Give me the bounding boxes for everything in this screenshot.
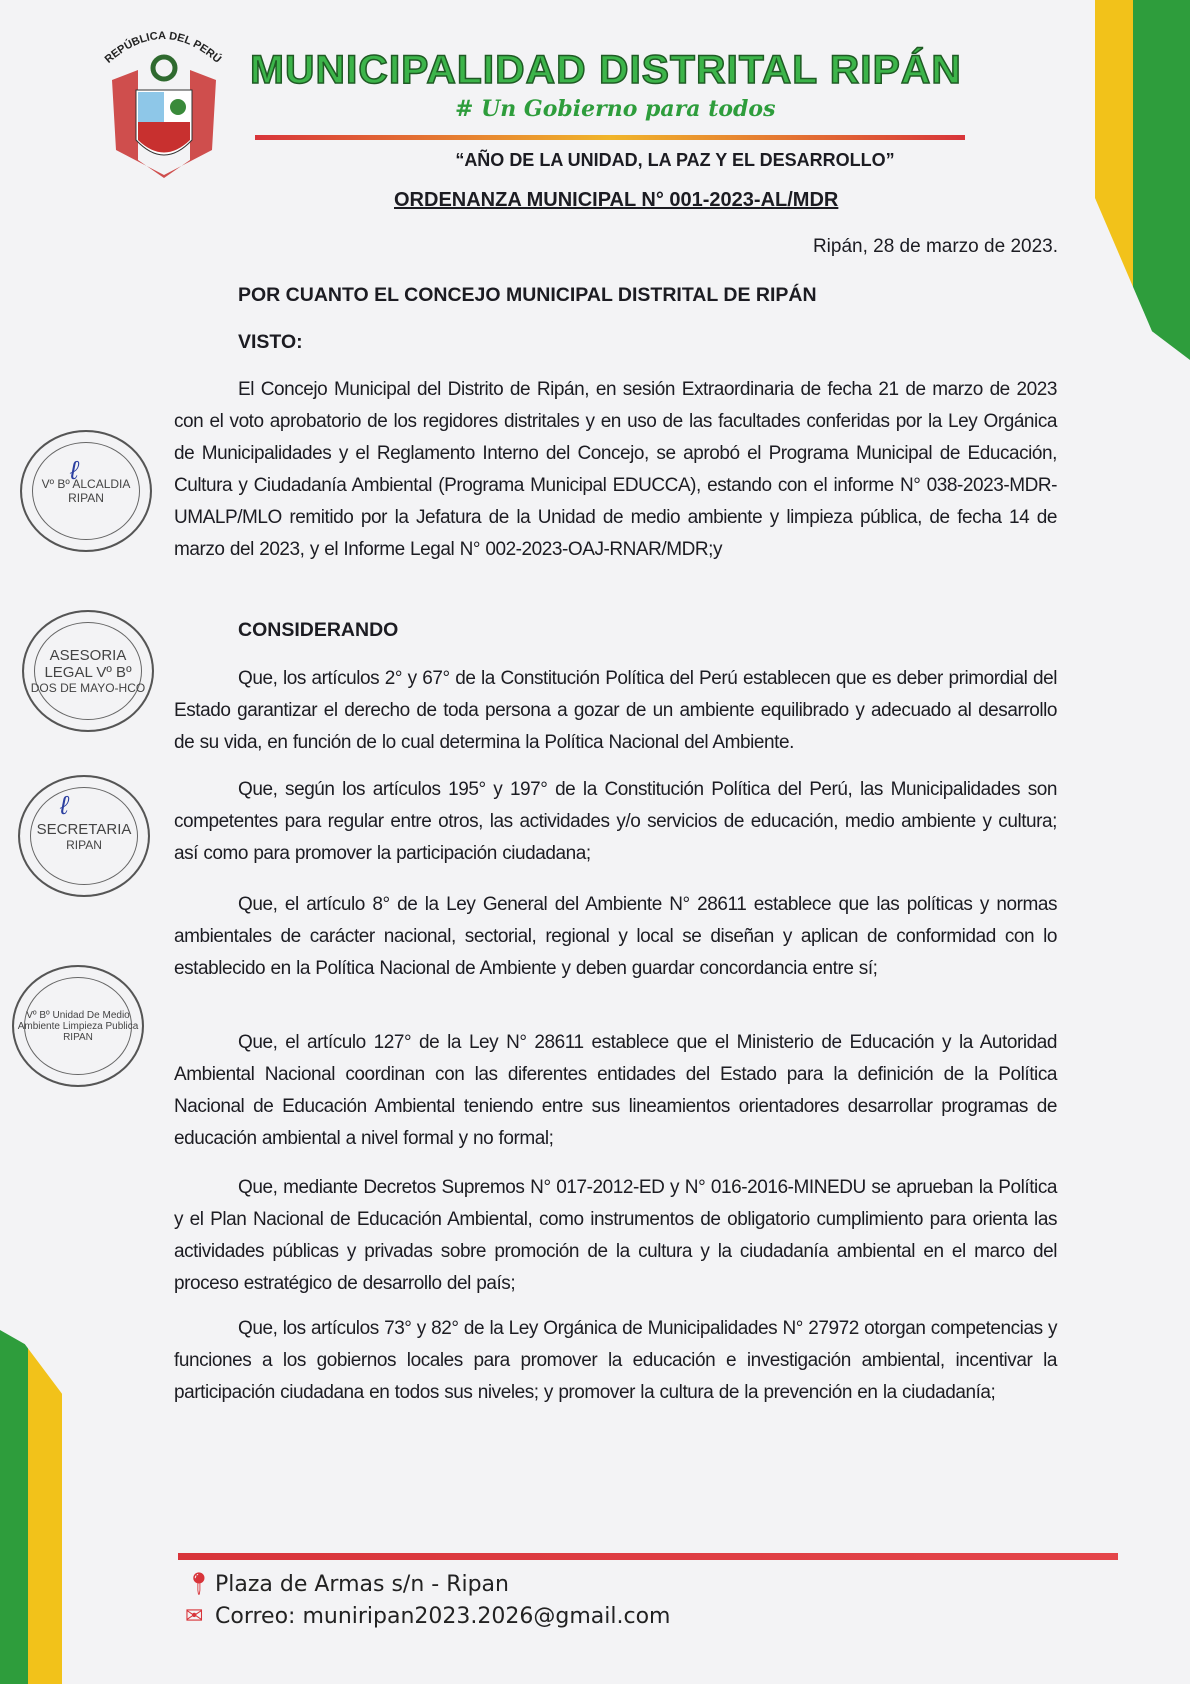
visto-heading: VISTO: (238, 331, 303, 353)
por-cuanto-heading: POR CUANTO EL CONCEJO MUNICIPAL DISTRITAL DE RIPÁN (238, 284, 817, 306)
stamp-center-text: SECRETARIA (36, 820, 132, 838)
considerando-paragraph-3: Que, el artículo 8° de la Ley General del Ambiente N° 28611 establece que las políticas y normas ambientales de carácter nacional, sectorial, regional y local se diseñan y aplican de conformidad con lo establecido en la Política Nacional de Ambiente y deben guardar concordancia entre sí; (174, 894, 1057, 979)
location-pin-icon: 📍︎ (185, 1572, 213, 1597)
stamp-bottom-text: RIPAN (68, 491, 104, 505)
header-divider (255, 135, 965, 140)
slogan: # Un Gobierno para todos (455, 96, 776, 122)
stamp-medio-ambiente (12, 965, 144, 1087)
decorative-color-band-top-right (1095, 0, 1190, 360)
considerando-paragraph-5: Que, mediante Decretos Supremos N° 017-2012-ED y N° 016-2016-MINEDU se aprueban la Política y el Plan Nacional de Educación Ambiental, como instrumentos de obligatorio cumplimiento para orienta las actividades públicas y privadas sobre promoción de la cultura y la ciudadanía ambiental en el marco del proceso estratégico de desarrollo del país; (174, 1177, 1057, 1294)
year-motto (0, 150, 1190, 171)
document-date: Ripán, 28 de marzo de 2023. (812, 236, 1058, 257)
municipality-title: MUNICIPALIDAD DISTRITAL RIPÁN (250, 48, 962, 92)
stamp-bottom-text: RIPAN (63, 1031, 93, 1043)
decorative-color-band-bottom-left (0, 1330, 62, 1684)
year-motto-text: “AÑO DE LA UNIDAD, LA PAZ Y EL DESARROLLO” (455, 150, 895, 170)
stamp-center-text: Vº Bº ALCALDIA (41, 477, 131, 491)
stamp-alcaldia (20, 430, 152, 552)
signature-icon: ℓ (60, 790, 69, 820)
considerando-paragraph-2: Que, según los artículos 195° y 197° de la Constitución Política del Perú, las Municipalidades son competentes para regular entre otros, las actividades y/o servicios de educación, medio ambiente y cultura; así como para promover la participación ciudadana; (174, 779, 1057, 864)
signature-icon: ℓ (70, 455, 79, 485)
stamp-asesoria-legal (22, 610, 154, 732)
considerando-paragraph-6: Que, los artículos 73° y 82° de la Ley Orgánica de Municipalidades N° 27972 otorgan competencias y funciones a los gobiernos locales para promover la educación e investigación ambiental, incentivar la participación ciudadana en todos sus niveles; y promover la cultura de la prevención en la ciudadanía; (174, 1318, 1057, 1403)
stamp-bottom-text: DOS DE MAYO-HCO (30, 681, 146, 695)
stamp-bottom-text: RIPAN (66, 837, 102, 852)
stamp-center-text: ASESORIA LEGAL Vº Bº (44, 647, 132, 681)
email-text: Correo: muniripan2023.2026@gmail.com (215, 1604, 671, 1629)
footer-email (185, 1604, 670, 1629)
crest-text: REPÚBLICA DEL PERÚ (102, 29, 224, 66)
considerando-paragraph-1: Que, los artículos 2° y 67° de la Constitución Política del Perú establecen que es deber primordial del Estado garantizar el derecho de toda persona a gozar de un ambiente equilibrado y adecuado al desarrollo de su vida, en función de lo cual determina la Política Nacional del Ambiente. (174, 668, 1057, 753)
envelope-icon: ✉ (185, 1604, 204, 1629)
considerando-paragraph-4: Que, el artículo 127° de la Ley N° 28611 establece que el Ministerio de Educación y la Autoridad Ambiental Nacional coordinan con las diferentes entidades del Estado para la definición de la Política Nacional de Educación Ambiental teniendo entre sus lineamientos orientadores desarrollar programas de educación ambiental a nivel formal y no formal; (174, 1032, 1057, 1149)
footer-divider (178, 1553, 1118, 1560)
address-text: Plaza de Armas s/n - Ripan (215, 1572, 509, 1597)
considerando-heading: CONSIDERANDO (238, 619, 399, 641)
visto-paragraph: El Concejo Municipal del Distrito de Ripán, en sesión Extraordinaria de fecha 21 de marzo de 2023 con el voto aprobatorio de los regidores distritales y en uso de las facultades conferidas por la Ley Orgánica de Municipalidades y el Reglamento Interno del Concejo, se aprobó el Programa Municipal de Educación, Cultura y Ciudadanía Ambiental (Programa Municipal EDUCCA), estando con el informe N° 038-2023-MDR-UMALP/MLO remitido por la Jefatura de la Unidad de medio ambiente y limpieza pública, de fecha 14 de marzo del 2023, y el Informe Legal N° 002-2023-OAJ-RNAR/MDR;y (174, 379, 1057, 560)
stamp-center-text: Vº Bº Unidad De Medio Ambiente Limpieza Publica (17, 1009, 139, 1032)
document-title: ORDENANZA MUNICIPAL N° 001-2023-AL/MDR (394, 189, 839, 211)
stamp-secretaria (18, 775, 150, 897)
footer-address (185, 1572, 509, 1597)
